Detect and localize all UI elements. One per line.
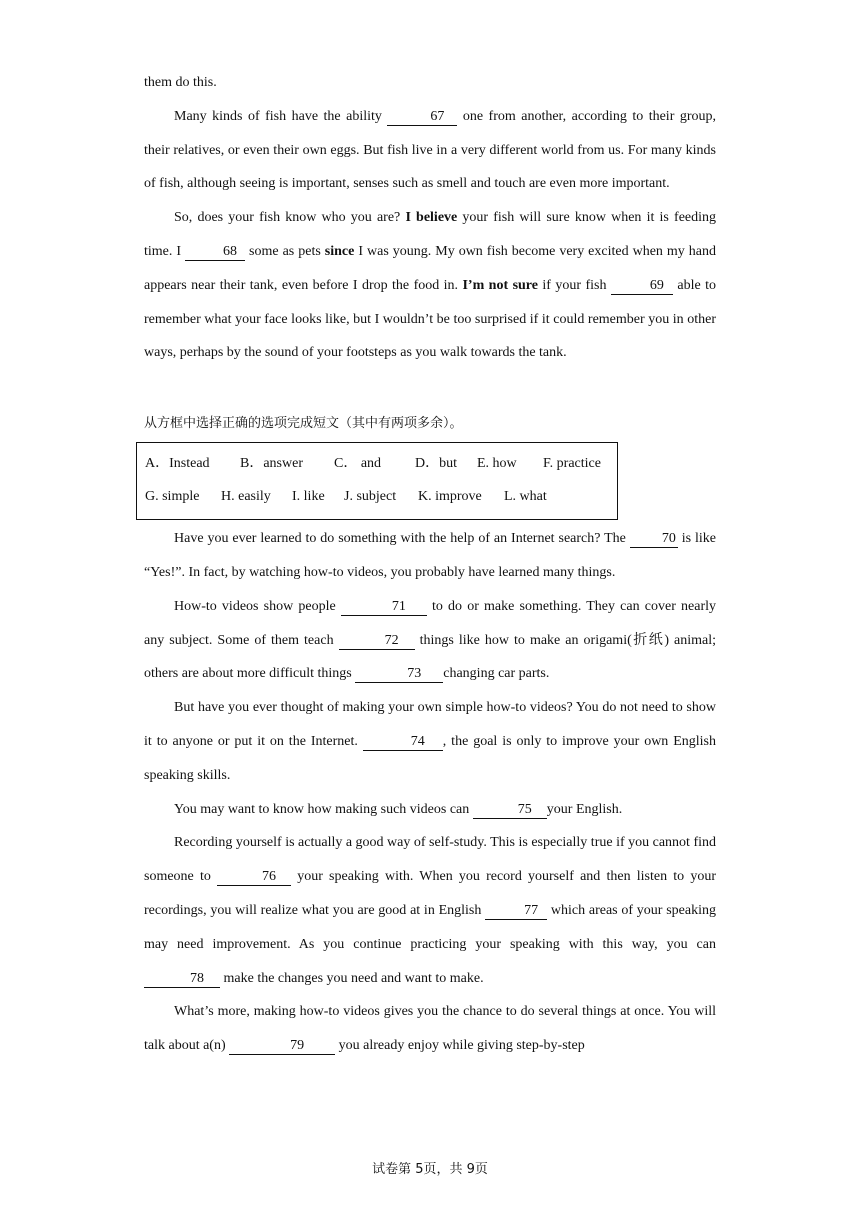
text: changing car parts. [443,666,550,682]
text: your English. [546,801,623,817]
option: A．Instead [145,456,210,472]
text: your fish will sure know when it is feeding time. I [144,210,717,259]
option: J. subject [344,489,397,505]
document-body [144,66,716,1063]
text: them do this. [144,75,217,90]
paragraph-fragment [144,66,716,100]
answer-blank-71: 71 [341,599,427,616]
option: F. practice [543,456,601,472]
text: How-to videos show people [174,598,341,614]
answer-blank-69: 69 [611,278,673,295]
text: some as pets [245,243,325,259]
paragraph [144,691,716,792]
options-row-2 [145,480,617,513]
options-box [136,442,618,520]
bold-text: since [324,243,355,259]
text: Recording yourself is actually a good way of self-study. This is especially true if you cannot find someone to [144,835,716,885]
paragraph [144,995,716,1063]
paragraph [144,201,716,370]
page-footer: 试卷第 5页，共 9页 [372,1162,488,1177]
answer-blank-75: 75 [473,802,547,819]
answer-blank-73: 73 [355,666,443,683]
text: You may want to know how making such videos can [174,801,473,817]
option: K. improve [418,489,482,505]
instruction: 从方框中选择正确的选项完成短文（其中有两项多余）。 [144,416,463,432]
text: Many kinds of fish have the ability [174,108,388,124]
paragraph [144,590,716,691]
text: able to remember what your face looks like, but I wouldn’t be too surprised if it could remember you in other ways, perhaps by the sound of your footsteps as you walk towards the tank. [144,277,716,361]
answer-blank-72: 72 [339,633,415,650]
text: But have you ever thought of making your own simple how-to videos? You do not need to show it to anyone or put it on the Internet. [144,700,716,749]
text: things like how to make an origami(折纸) animal; others are about more difficult things [144,632,716,682]
option: H. easily [221,489,271,505]
text: you already enjoy while giving step-by-step [335,1038,585,1054]
answer-blank-78: 78 [144,971,220,988]
text: one from another, according to their group, their relatives, or even their own eggs. But fish live in a very different world from us. For many kinds of fish, although seeing is important, senses such as smell and touch are even more important. [144,108,716,192]
option: C． and [334,456,382,472]
text: make the changes you need and want to make. [220,970,484,986]
options-row-1 [145,447,617,480]
answer-blank-70: 70 [630,531,678,548]
answer-blank-74: 74 [363,734,443,751]
bold-text: I’m not sure [462,277,538,293]
option: D．but [415,456,457,472]
option: B．answer [240,456,303,472]
paragraph [144,522,716,590]
option: E. how [477,456,517,472]
text: Have you ever learned to do something with the help of an Internet search? The [174,531,630,547]
answer-blank-68: 68 [185,244,245,261]
option: G. simple [145,489,200,505]
text: is like “Yes!”. In fact, by watching how-to videos, you probably have learned many things. [144,531,716,580]
text: if your fish [537,277,611,293]
text: which areas of your speaking may need improvement. As you continue practicing your speaking with this way, you can [144,902,716,952]
option: L. what [504,489,547,505]
answer-blank-76: 76 [217,869,291,886]
text: What’s more, making how-to videos gives you the chance to do several things at once. You will talk about a(n) [144,1004,716,1054]
bold-text: I believe [405,210,458,226]
answer-blank-77: 77 [485,903,547,920]
paragraph [144,793,716,827]
option: I. like [292,489,325,505]
text: your speaking with. When you record yourself and then listen to your recordings, you will realize what you are good at in English [144,869,716,918]
paragraph [144,826,716,995]
text: , the goal is only to improve your own English speaking skills. [144,733,717,783]
text: I was young. My own fish become very excited when my hand appears near their tank, even before I drop the food in. [144,243,717,293]
answer-blank-67: 67 [387,109,457,126]
paragraph [144,100,716,201]
text: to do or make something. They can cover nearly any subject. Some of them teach [144,598,716,648]
text: So, does your fish know who you are? [174,210,406,226]
answer-blank-79: 79 [229,1038,335,1055]
